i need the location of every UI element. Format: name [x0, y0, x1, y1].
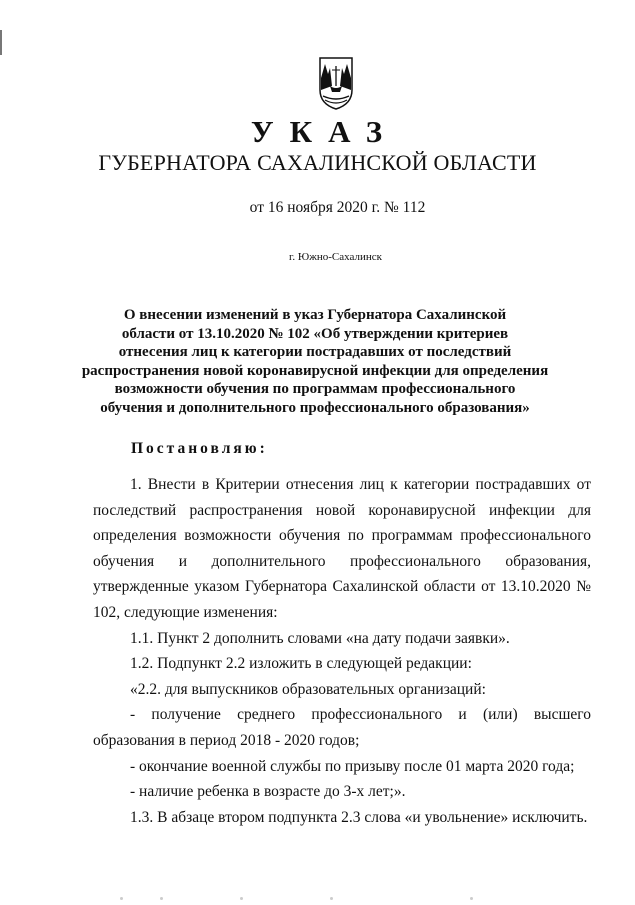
paragraph-bullet-child: - наличие ребенка в возрасте до 3-х лет;».	[130, 783, 406, 801]
paragraph-item-1-2: 1.2. Подпункт 2.2 изложить в следующей редакции:	[130, 655, 472, 673]
scan-speck	[160, 897, 163, 900]
scan-speck	[240, 897, 243, 900]
paragraph-item-1: 1. Внести в Критерии отнесения лиц к категории пострадавших от последствий распространения новой коронавирусной инфекции для определения возможности обучения по программам профессионального обучения и дополнительного профессионального образования, утвержденные указом Губернатора Сахалинской области от 13.10.2020 № 102, следующие изменения:	[93, 476, 591, 621]
heading-line: отнесения лиц к категории пострадавших от последствий	[118, 344, 512, 361]
heading-line: О внесении изменений в указ Губернатора Сахалинской	[123, 307, 507, 323]
document-title: УКАЗ	[250, 114, 399, 149]
paragraph-item-1-1: 1.1. Пункт 2 дополнить словами «на дату подачи заявки».	[130, 629, 510, 647]
paragraph-bullet-military: - окончание военной службы по призыву после 01 марта 2020 года;	[130, 757, 575, 775]
decree-word: Постановляю:	[131, 440, 268, 457]
document-city: г. Южно-Сахалинск	[289, 251, 382, 263]
heading-line: области от 13.10.2020 № 102 «Об утверждении критериев	[121, 325, 509, 342]
scan-speck	[470, 897, 473, 900]
paragraph-bullet-education: - получение среднего профессионального и (или) высшего образования в период 2018 - 2020 годов;	[93, 706, 591, 749]
document-heading	[80, 306, 550, 418]
heading-line: обучения и дополнительного профессионального образования»	[100, 399, 530, 416]
paragraph-item-1-3: 1.3. В абзаце втором подпункта 2.3 слова «и увольнение» исключить.	[130, 808, 588, 826]
scan-speck	[120, 897, 123, 900]
heading-line: распространения новой коронавирусной инфекции для определения	[81, 362, 549, 379]
document-body	[93, 472, 591, 830]
heading-line: возможности обучения по программам профессионального	[114, 381, 516, 398]
paragraph-quote-2-2: «2.2. для выпускников образовательных организаций:	[130, 680, 486, 698]
scan-speck	[330, 897, 333, 900]
coat-of-arms-emblem	[318, 56, 354, 110]
document-date-number: от 16 ноября 2020 г. № 112	[249, 199, 426, 216]
scan-edge-mark	[0, 30, 2, 55]
document-subtitle: ГУБЕРНАТОРА САХАЛИНСКОЙ ОБЛАСТИ	[98, 150, 537, 175]
